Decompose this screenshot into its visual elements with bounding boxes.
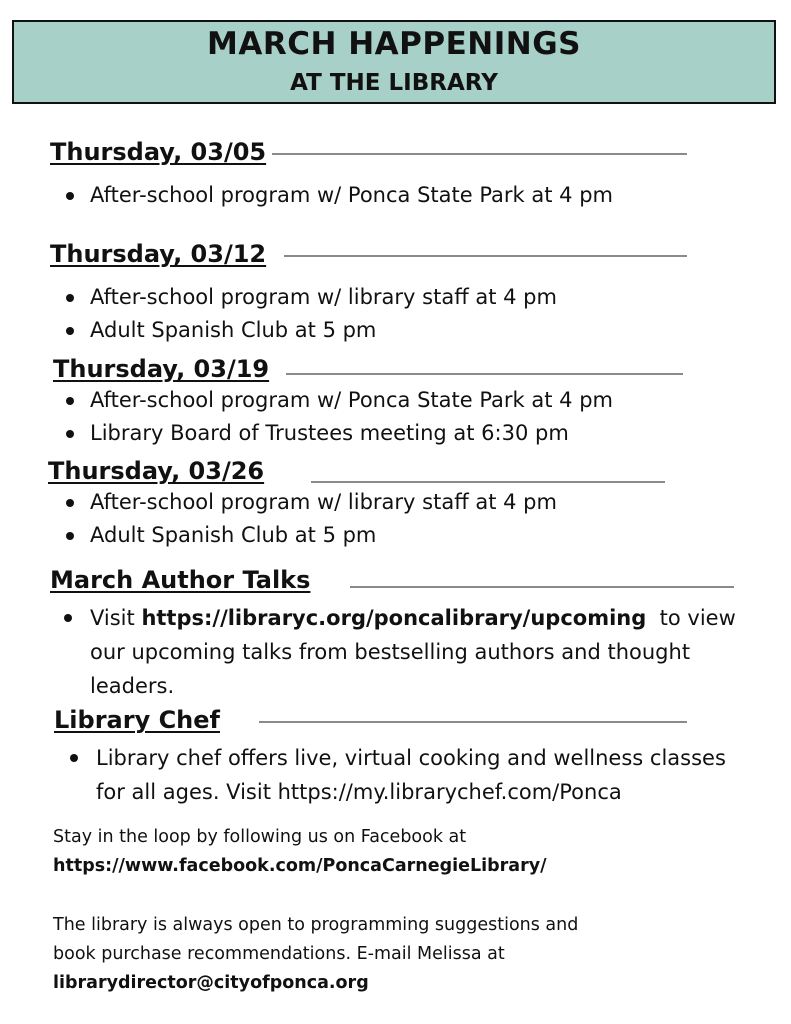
author-talks-link[interactable]: https://libraryc.org/poncalibrary/upcoming <box>141 606 647 630</box>
bullet-icon <box>66 532 74 540</box>
event-item-list <box>50 384 613 450</box>
bullet-icon <box>66 294 74 302</box>
bullet-icon <box>66 327 74 335</box>
library-chef-heading: Library Chef <box>54 706 220 734</box>
facebook-link[interactable]: https://www.facebook.com/PoncaCarnegieLibrary/ <box>53 856 547 876</box>
list-item: After-school program w/ Ponca State Park at 4 pm <box>50 179 613 212</box>
bullet-icon <box>66 430 74 438</box>
list-item: Adult Spanish Club at 5 pm <box>50 314 557 347</box>
event-date-heading: Thursday, 03/05 <box>50 138 267 166</box>
author-talks-text: leaders. <box>90 674 175 698</box>
list-item: After-school program w/ Ponca State Park at 4 pm <box>50 384 613 417</box>
list-item: Library Board of Trustees meeting at 6:30 pm <box>50 417 613 450</box>
library-chef-text: Library chef offers live, virtual cooking and wellness classes <box>96 746 726 770</box>
email-link[interactable]: librarydirector@cityofponca.org <box>53 973 369 993</box>
bullet-icon <box>70 754 78 762</box>
author-talks-heading: March Author Talks <box>50 566 311 594</box>
section-divider <box>259 721 687 723</box>
bullet-icon <box>66 192 74 200</box>
bullet-icon <box>66 499 74 507</box>
suggestions-text: book purchase recommendations. E-mail Melissa at <box>53 944 505 964</box>
bullet-icon <box>66 397 74 405</box>
list-item: After-school program w/ library staff at 4 pm <box>50 281 557 314</box>
list-item: After-school program w/ library staff at 4 pm <box>50 486 557 519</box>
author-talks-paragraph <box>52 601 782 703</box>
author-talks-text: to view <box>659 606 736 630</box>
suggestions-text: The library is always open to programming suggestions and <box>53 915 579 935</box>
page-title: MARCH HAPPENINGS <box>207 26 581 62</box>
section-divider <box>272 153 687 155</box>
library-chef-text: for all ages. Visit https://my.librarychef.com/Ponca <box>96 780 622 804</box>
visit-label: Visit <box>90 606 135 630</box>
library-chef-paragraph <box>58 741 788 809</box>
event-date-heading: Thursday, 03/26 <box>48 457 265 485</box>
facebook-text: Stay in the loop by following us on Facebook at <box>53 827 467 847</box>
bullet-icon <box>64 614 72 622</box>
event-date-heading: Thursday, 03/12 <box>50 240 267 268</box>
section-divider <box>286 373 683 375</box>
author-talks-text: our upcoming talks from bestselling authors and thought <box>90 640 691 664</box>
suggestions-paragraph <box>53 911 578 998</box>
header-banner <box>12 20 776 104</box>
section-divider <box>311 481 665 483</box>
page-subtitle: AT THE LIBRARY <box>290 70 498 96</box>
event-item-list <box>50 486 557 552</box>
list-item: Adult Spanish Club at 5 pm <box>50 519 557 552</box>
facebook-paragraph <box>53 823 547 881</box>
section-divider <box>350 586 734 588</box>
event-item-list <box>50 179 613 212</box>
event-date-heading: Thursday, 03/19 <box>53 355 270 383</box>
event-item-list <box>50 281 557 347</box>
section-divider <box>284 255 687 257</box>
